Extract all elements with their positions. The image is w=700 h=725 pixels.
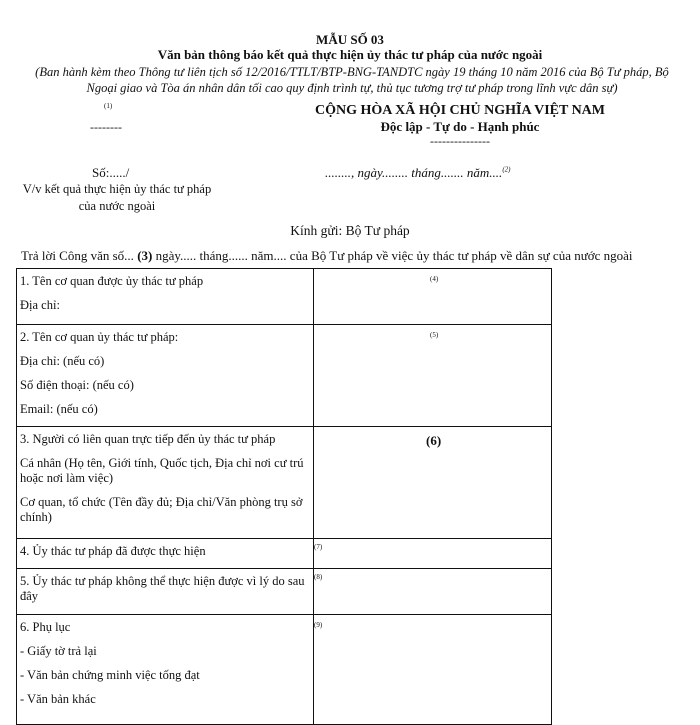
reply-ref: (3) [137,248,153,263]
row-value [314,569,552,615]
motto-divider: --------------- [430,134,490,148]
table-row [17,269,552,325]
row-label [17,615,314,725]
row-line: 5. Ủy thác tư pháp không thể thực hiện được vì lý do sau đây [20,574,305,603]
table-row [17,569,552,615]
table-row [17,427,552,539]
reply-line [21,248,633,264]
document-date [325,165,510,181]
table-row [17,539,552,569]
document-subject: V/v kết quả thực hiện ủy thác tư pháp của nước ngoài [22,182,212,213]
row-footnote: (7) [314,543,323,551]
row-line: 1. Tên cơ quan được ủy thác tư pháp [20,274,204,288]
nation-name: CỘNG HÒA XÃ HỘI CHỦ NGHĨA VIỆT NAM [314,103,605,118]
reply-after: ngày..... tháng...... năm.... của Bộ Tư pháp về việc ủy thác tư pháp về dân sự của nước ngoài [152,248,633,263]
recipient-line: Kính gửi: Bộ Tư pháp [290,223,410,238]
row-line: - Văn bản chứng minh việc tống đạt [20,668,200,682]
nation-motto: Độc lập - Tự do - Hạnh phúc [380,119,540,134]
row-footnote: (6) [426,433,442,448]
row-footnote: (5) [430,331,439,339]
date-footnote: (2) [502,165,511,174]
row-line: Địa chỉ: [20,298,60,312]
row-value [314,539,552,569]
form-subtitle: Văn bản thông báo kết quả thực hiện ủy thác tư pháp của nước ngoài [157,47,543,62]
row-line: - Văn bản khác [20,692,96,706]
row-line: Địa chỉ: (nếu có) [20,354,105,368]
row-line: 3. Người có liên quan trực tiếp đến ủy thác tư pháp [20,432,276,446]
agency-dashes: -------- [90,120,122,134]
issued-note: (Ban hành kèm theo Thông tư liên tịch số 12/2016/TTLT/BTP-BNG-TANDTC ngày 19 tháng 10 năm 2016 của Bộ Tư pháp, Bộ Ngoại giao và Tòa án nhân dân tối cao quy định trình tự, thủ tục tương trợ tư pháp trong lĩnh vực dân sự) [35,65,669,95]
row-line: Cá nhân (Họ tên, Giới tính, Quốc tịch, Địa chỉ nơi cư trú hoặc nơi làm việc) [20,456,304,485]
row-line: 4. Ủy thác tư pháp đã được thực hiện [20,544,206,558]
row-line: Email: (nếu có) [20,402,98,416]
row-label [17,269,314,325]
row-label [17,539,314,569]
row-label [17,569,314,615]
row-footnote: (8) [314,573,323,581]
table-row [17,325,552,427]
row-footnote: (4) [430,275,439,283]
row-value [314,325,552,427]
row-line: - Giấy tờ trả lại [20,644,97,658]
agency-footnote: (1) [104,102,113,110]
result-table [16,268,552,725]
row-value [314,269,552,325]
date-text: ........, ngày........ tháng....... năm.... [325,165,503,180]
row-line: 6. Phụ lục [20,620,71,634]
row-footnote: (9) [314,621,323,629]
form-title: MẪU SỐ 03 [316,32,384,47]
row-label [17,325,314,427]
table-row [17,615,552,725]
row-value [314,615,552,725]
row-line: 2. Tên cơ quan ủy thác tư pháp: [20,330,179,344]
row-label [17,427,314,539]
reply-before: Trả lời Công văn số... [21,248,138,263]
row-line: Cơ quan, tổ chức (Tên đầy đủ; Địa chỉ/Văn phòng trụ sở chính) [20,495,303,524]
row-line: Số điện thoại: (nếu có) [20,378,134,392]
row-value [314,427,552,539]
document-number: Số:...../ [92,165,130,180]
